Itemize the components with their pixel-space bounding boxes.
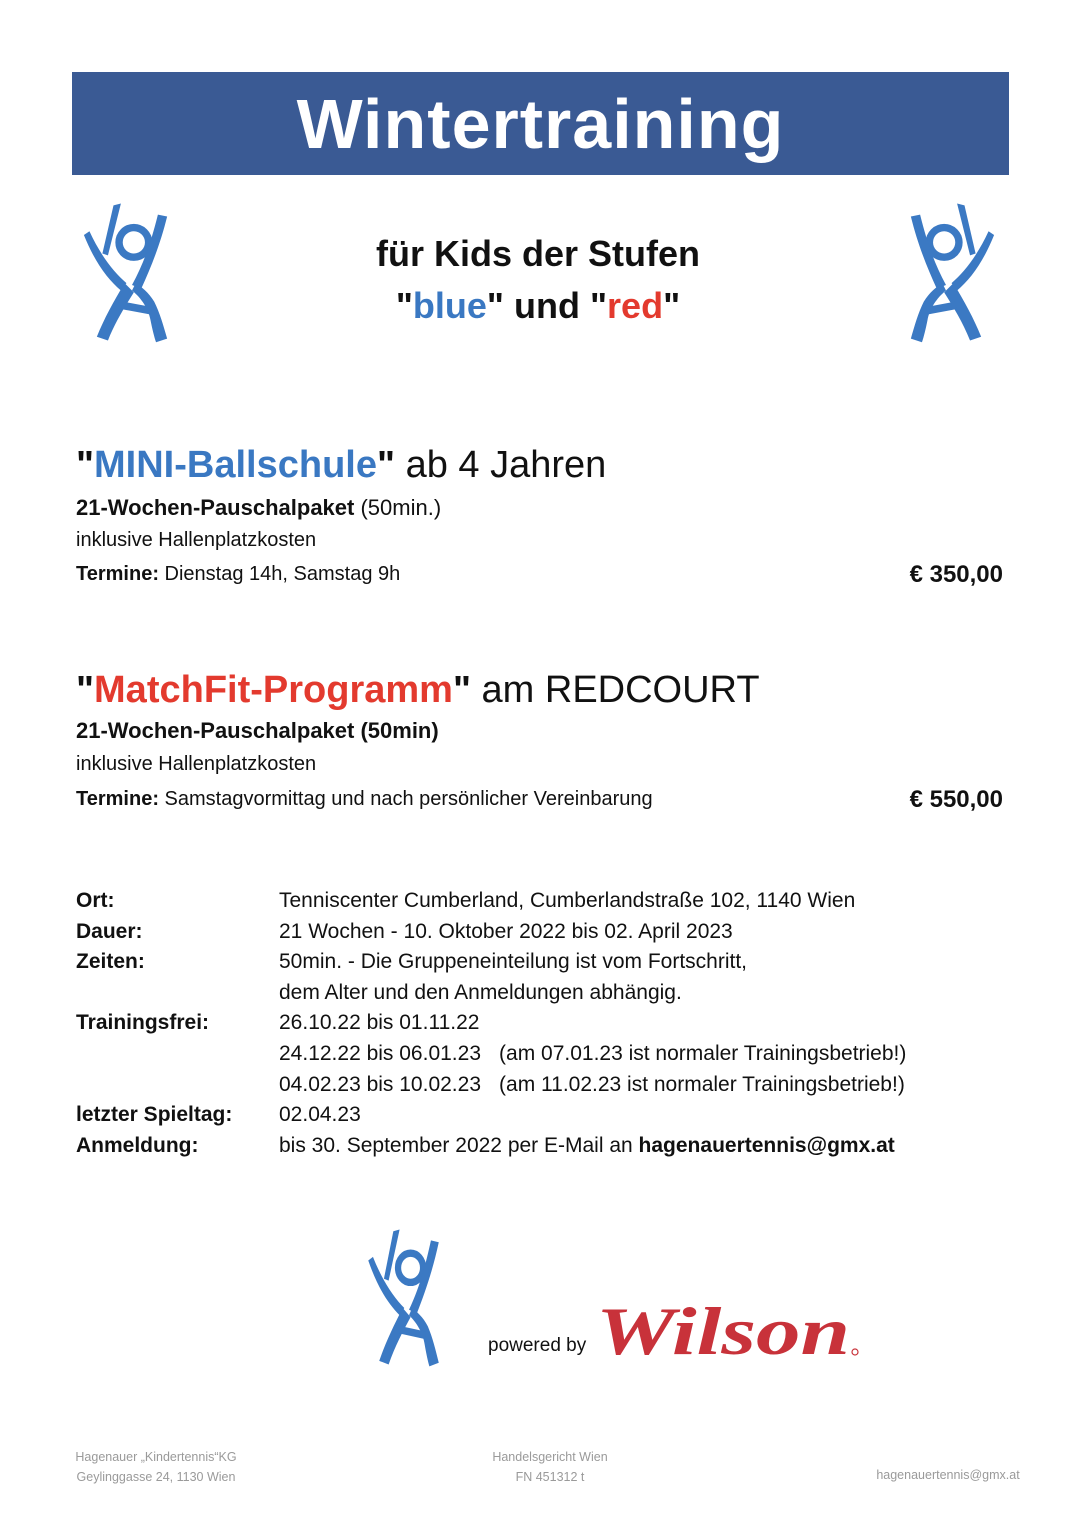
matchfit-termine xyxy=(76,786,653,812)
footer-court: Handelsgericht Wien xyxy=(492,1450,608,1464)
wilson-logo xyxy=(596,1298,862,1367)
matchfit-package-bold: 21-Wochen-Pauschalpaket (50min) xyxy=(76,718,439,743)
info-value: Tenniscenter Cumberland, Cumberlandstraße 102, 1140 Wien xyxy=(279,889,856,912)
info-label: Ort: xyxy=(76,889,115,912)
player-logo-icon xyxy=(362,1224,456,1370)
mini-package-bold: 21-Wochen-Pauschalpaket xyxy=(76,495,355,520)
info-table xyxy=(76,886,1026,1161)
info-value: 02.04.23 xyxy=(279,1103,361,1127)
info-value xyxy=(279,1070,1026,1101)
wilson-wordmark-icon xyxy=(596,1298,862,1362)
matchfit-suffix: am REDCOURT xyxy=(470,669,760,711)
info-value: 50min. - Die Gruppeneinteilung ist vom Fortschritt, xyxy=(279,950,748,974)
subtitle-line1: für Kids der Stufen xyxy=(375,233,701,274)
quote: " xyxy=(76,669,95,711)
frei-note: (am 07.01.23 ist normaler Trainingsbetrieb!) xyxy=(499,1041,907,1065)
mini-suffix: ab 4 Jahren xyxy=(395,444,607,486)
mini-title xyxy=(76,442,606,488)
matchfit-title xyxy=(76,667,760,713)
info-label: Dauer: xyxy=(76,919,143,943)
quote: " xyxy=(452,669,471,711)
info-row-trainingsfrei-2 xyxy=(76,1039,1026,1070)
mini-includes: inklusive Hallenplatzkosten xyxy=(76,529,317,551)
info-row-zeiten-cont xyxy=(76,978,1026,1009)
matchfit-includes: inklusive Hallenplatzkosten xyxy=(76,753,317,775)
info-value: 26.10.22 bis 01.11.22 xyxy=(279,1011,480,1035)
info-row-trainingsfrei xyxy=(76,1008,1026,1039)
page-title: Wintertraining xyxy=(296,84,785,163)
wilson-brand: Wilson xyxy=(596,1298,850,1362)
level-blue: blue xyxy=(412,285,487,326)
mini-termine xyxy=(76,561,400,587)
info-row-spieltag xyxy=(76,1100,1026,1131)
footer-company-name: Hagenauer „Kindertennis“KG xyxy=(75,1450,237,1464)
matchfit-termine-value: Samstagvormittag und nach persönlicher Vereinbarung xyxy=(158,788,653,810)
info-row-trainingsfrei-3 xyxy=(76,1070,1026,1101)
mini-termine-label: Termine: xyxy=(76,563,159,585)
footer-company-address: Geylinggasse 24, 1130 Wien xyxy=(76,1470,236,1484)
anmeldung-email-link[interactable]: hagenauertennis@gmx.at xyxy=(638,1133,895,1157)
info-label: Anmeldung: xyxy=(76,1133,199,1157)
subtitle-mid: " und " xyxy=(486,285,608,326)
info-label: Trainingsfrei: xyxy=(76,1011,210,1035)
frei-range: 24.12.22 bis 06.01.23 xyxy=(279,1041,482,1065)
footer-company xyxy=(66,1447,246,1487)
info-label: letzter Spieltag: xyxy=(76,1103,233,1127)
footer-register xyxy=(470,1447,630,1487)
mini-price: € 350,00 xyxy=(909,561,1003,588)
frei-range: 04.02.23 bis 10.02.23 xyxy=(279,1072,482,1096)
title-banner xyxy=(72,72,1009,175)
info-value xyxy=(279,1131,1026,1162)
footer-email[interactable]: hagenauertennis@gmx.at xyxy=(876,1468,1020,1482)
info-row-ort xyxy=(76,886,1026,917)
info-label: Zeiten: xyxy=(76,950,145,974)
mini-package xyxy=(76,494,441,522)
info-row-zeiten xyxy=(76,947,1026,978)
subtitle xyxy=(0,228,1076,332)
matchfit-termine-label: Termine: xyxy=(76,788,159,810)
quote: " xyxy=(76,444,95,486)
quote: " xyxy=(395,285,413,326)
footer-fn: FN 451312 t xyxy=(515,1470,585,1484)
info-row-dauer xyxy=(76,917,1026,948)
quote: " xyxy=(376,444,396,486)
level-red: red xyxy=(607,285,664,326)
info-row-anmeldung xyxy=(76,1131,1026,1162)
frei-note: (am 11.02.23 ist normaler Trainingsbetrieb!) xyxy=(499,1072,905,1096)
matchfit-price: € 550,00 xyxy=(909,786,1003,813)
matchfit-package xyxy=(76,717,439,745)
powered-by-text: powered by xyxy=(488,1335,587,1356)
mini-termine-value: Dienstag 14h, Samstag 9h xyxy=(158,563,401,585)
info-value xyxy=(279,1039,1026,1070)
anmeldung-text: bis 30. September 2022 per E-Mail an xyxy=(279,1133,639,1157)
info-value: 21 Wochen - 10. Oktober 2022 bis 02. April 2023 xyxy=(279,919,733,943)
mini-name: MINI-Ballschule xyxy=(94,444,377,486)
mini-package-rest: (50min.) xyxy=(354,495,442,520)
matchfit-name: MatchFit-Programm xyxy=(94,669,453,711)
quote: " xyxy=(663,285,681,326)
info-value: dem Alter und den Anmeldungen abhängig. xyxy=(279,980,682,1004)
subtitle-line2 xyxy=(0,280,1076,332)
kindertennis-logo-bottom xyxy=(362,1224,456,1370)
